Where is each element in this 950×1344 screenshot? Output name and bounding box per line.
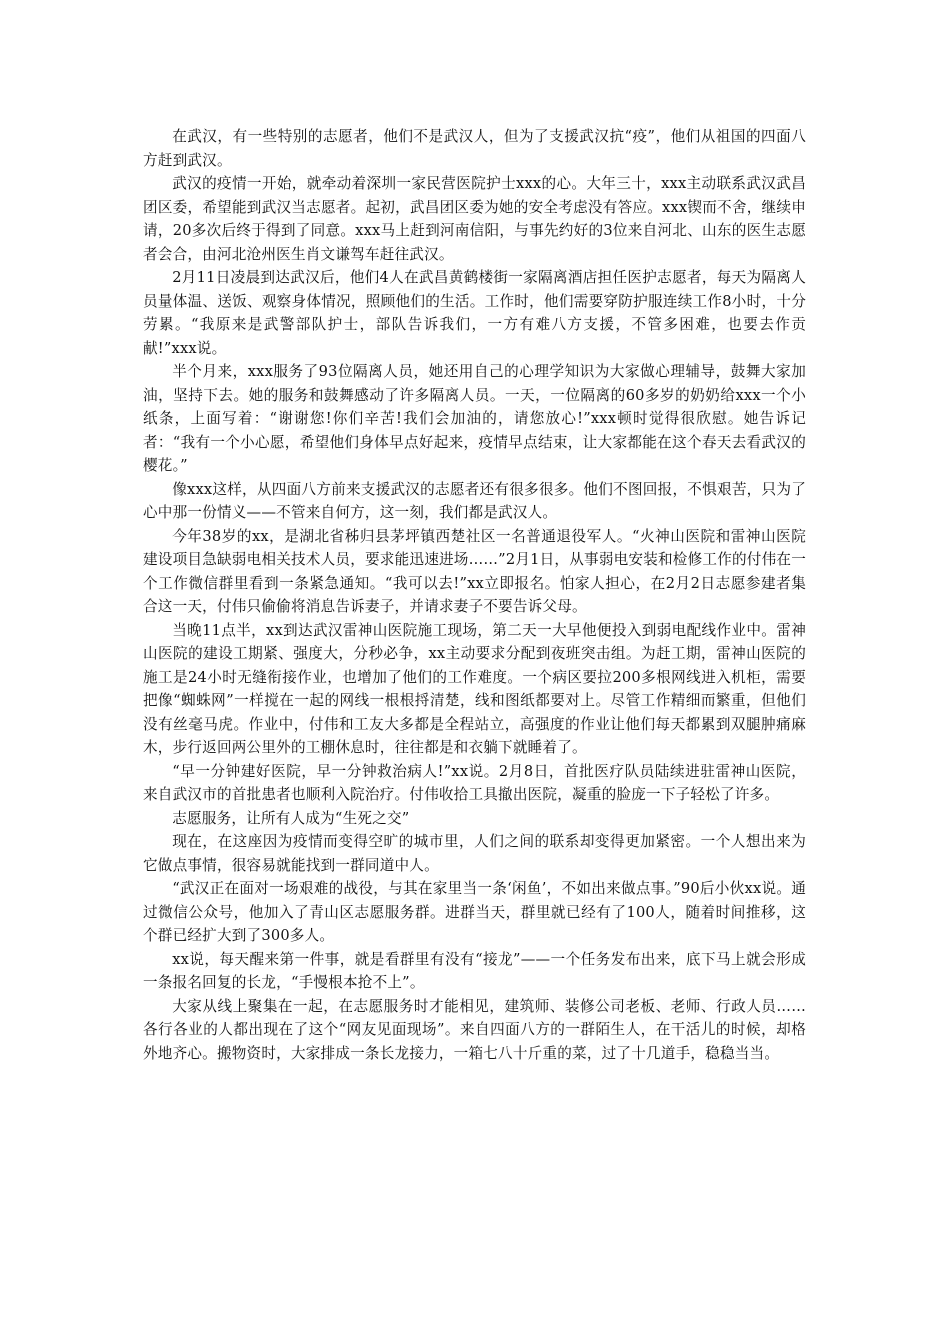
paragraph-half-month: 半个月来，xxx服务了93位隔离人员，她还用自己的心理学知识为大家做心理辅导，鼓舞大家加油，坚持下去。她的服务和鼓舞感动了许多隔离人员。一天，一位隔离的60多岁的奶奶给xxx一个小纸条，上面写着：“谢谢您!你们辛苦!我们会加油的，请您放心!”xxx顿时觉得很欣慰。她告诉记者：“我有一个小心愿，希望他们身体早点好起来，疫情早点结束，让大家都能在这个春天去看武汉的樱花。” xyxy=(143,363,806,474)
paragraph-hospital-done: “早一分钟建好医院，早一分钟救治病人!”xx说。2月8日，首批医疗队员陆续进驻雷神山医院，来自武汉市的首批患者也顺利入院治疗。付伟收拾工具撤出医院，凝重的脸庞一下子轻松了许多。 xyxy=(143,762,806,803)
section-subheading: 志愿服务，让所有人成为“生死之交” xyxy=(172,809,410,827)
paragraph-relay: xx说，每天醒来第一件事，就是看群里有没有“接龙”——一个任务发布出来，底下马上就会形成一条报名回复的长龙，“手慢根本抢不上”。 xyxy=(143,950,806,991)
document-body xyxy=(143,125,806,1065)
paragraph-city: 现在，在这座因为疫情而变得空旷的城市里，人们之间的联系却变得更加紧密。一个人想出来为它做点事情，很容易就能找到一群同道中人。 xyxy=(143,833,806,874)
paragraph-arrival: 2月11日凌晨到达武汉后，他们4人在武昌黄鹤楼街一家隔离酒店担任医护志愿者，每天为隔离人员量体温、送饭、观察身体情况，照顾他们的生活。工作时，他们需要穿防护服连续工作8小时，十分劳累。“我原来是武警部队护士，部队告诉我们，一方有难八方支援，不管多困难，也要去作贡献!”xxx说。 xyxy=(143,269,806,357)
paragraph-veteran: 今年38岁的xx，是湖北省秭归县茅坪镇西楚社区一名普通退役军人。“火神山医院和雷神山医院建设项目急缺弱电相关技术人员，要求能迅速进场……”2月1日，从事弱电安装和检修工作的付伟在一个工作微信群里看到一条紧急通知。“我可以去!”xx立即报名。怕家人担心，在2月2日志愿参建者集合这一天，付伟只偷偷将消息告诉妻子，并请求妻子不要告诉父母。 xyxy=(143,527,806,615)
paragraph-intro: 在武汉，有一些特别的志愿者，他们不是武汉人，但为了支援武汉抗“疫”，他们从祖国的四面八方赶到武汉。 xyxy=(143,128,806,169)
paragraph-volunteers: 像xxx这样，从四面八方前来支援武汉的志愿者还有很多很多。他们不图回报，不惧艰苦，只为了心中那一份情义——不管来自何方，这一刻，我们都是武汉人。 xyxy=(143,480,806,521)
paragraph-construction: 当晚11点半，xx到达武汉雷神山医院施工现场，第二天一大早他便投入到弱电配线作业中。雷神山医院的建设工期紧、强度大，分秒必争，xx主动要求分配到夜班突击组。为赶工期，雷神山医院的施工是24小时无缝衔接作业，也增加了他们的工作难度。一个病区要拉200多根网线进入机柜，需要把像“蜘蛛网”一样搅在一起的网线一根根捋清楚，线和图纸都要对上。尽管工作精细而繁重，但他们没有丝毫马虎。作业中，付伟和工友大多都是全程站立，高强度的作业让他们每天都累到双腿肿痛麻木，步行返回两公里外的工棚休息时，往往都是和衣躺下就睡着了。 xyxy=(143,621,806,756)
paragraph-nurse-story: 武汉的疫情一开始，就牵动着深圳一家民营医院护士xxx的心。大年三十，xxx主动联系武汉武昌团区委，希望能到武汉当志愿者。起初，武昌团区委为她的安全考虑没有答应。xxx锲而不舍，继续申请，20多次后终于得到了同意。xxx马上赶到河南信阳，与事先约好的3位来自河北、山东的医生志愿者会合，由河北沧州医生肖文谦驾车赶往武汉。 xyxy=(143,175,806,263)
paragraph-post90: “武汉正在面对一场艰难的战役，与其在家里当一条‘闲鱼’，不如出来做点事。”90后小伙xx说。通过微信公众号，他加入了青山区志愿服务群。进群当天，群里就已经有了100人，随着时间推移，这个群已经扩大到了300多人。 xyxy=(143,880,806,944)
paragraph-teamwork: 大家从线上聚集在一起，在志愿服务时才能相见，建筑师、装修公司老板、老师、行政人员……各行各业的人都出现在了这个“网友见面现场”。来自四面八方的一群陌生人，在干活儿的时候，却格外地齐心。搬物资时，大家排成一条长龙接力，一箱七八十斤重的菜，过了十几道手，稳稳当当。 xyxy=(143,997,806,1062)
